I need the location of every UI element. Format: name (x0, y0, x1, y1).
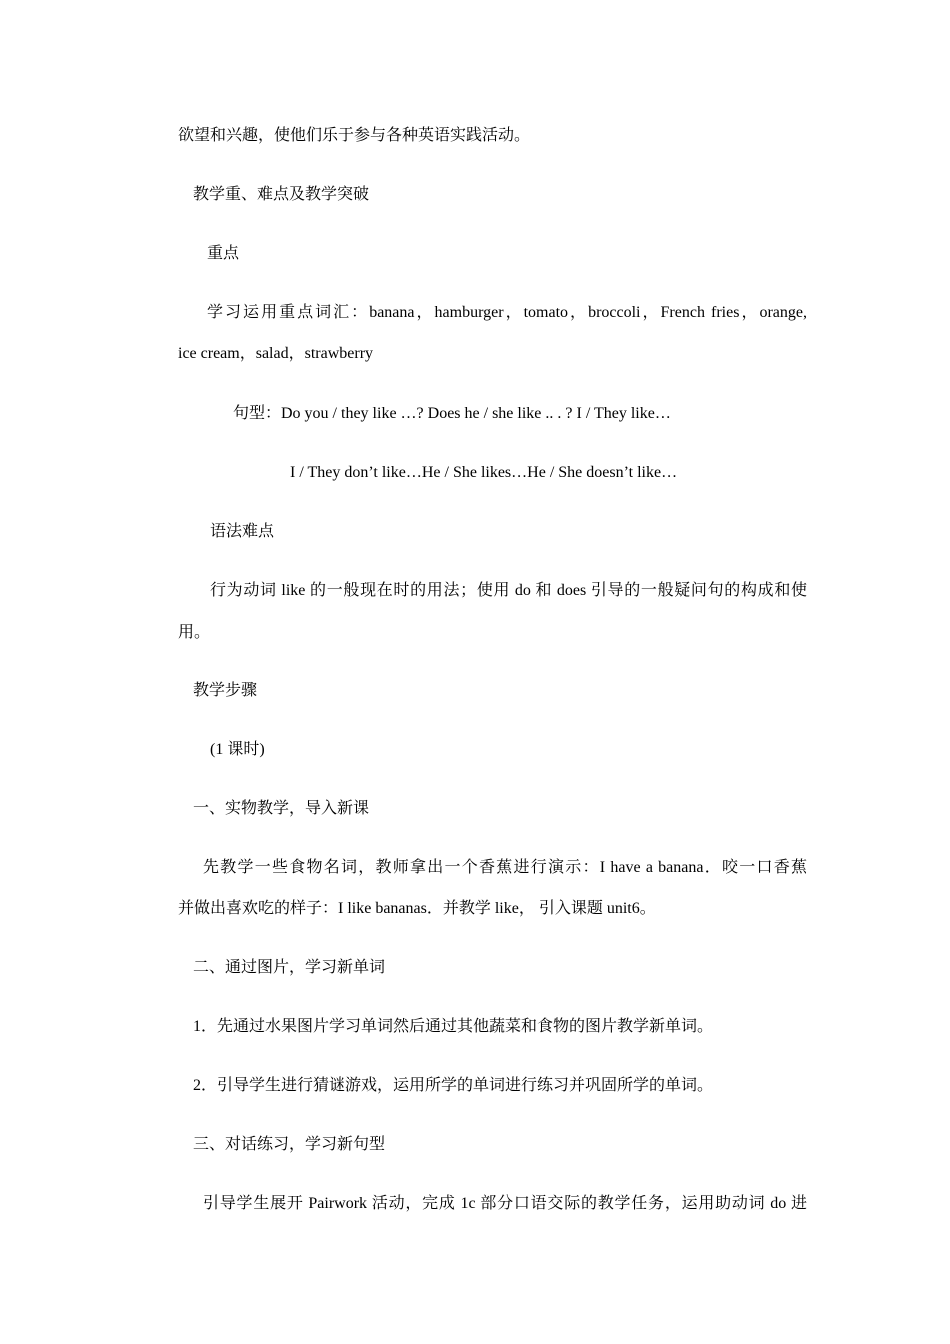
step-heading-2: 二、通过图片，学习新单词 (193, 959, 386, 976)
step-2-item-1: 1．先通过水果图片学习单词然后通过其他蔬菜和食物的图片教学新单词。 (193, 1018, 714, 1035)
step-heading-1: 一、实物教学，导入新课 (193, 800, 370, 817)
lesson-duration: (1 课时) (210, 741, 265, 758)
section-heading-key-points: 教学重、难点及教学突破 (193, 186, 370, 203)
step-1-paragraph-line-2: 并做出喜欢吃的样子：I like bananas．并教学 like， 引入课题 unit6。 (178, 900, 656, 917)
sentence-pattern-line-2: I / They don’t like…He / She likes…He / She doesn’t like… (290, 464, 678, 481)
step-2-item-2: 2．引导学生进行猜谜游戏，运用所学的单词进行练习并巩固所学的单词。 (193, 1077, 714, 1094)
vocabulary-line-1: 学习运用重点词汇：banana，hamburger，tomato，broccoli，French fries，orange, (207, 304, 807, 321)
step-1-paragraph-line-1: 先教学一些食物名词，教师拿出一个香蕉进行演示：I have a banana．咬一口香蕉 (203, 859, 807, 876)
sentence-pattern-line-1: 句型：Do you / they like …? Does he / she like .. . ? I / They like… (233, 405, 671, 422)
subheading-grammar-difficulty: 语法难点 (210, 523, 275, 540)
step-3-paragraph-line-1: 引导学生展开 Pairwork 活动，完成 1c 部分口语交际的教学任务，运用助动词 do 进 (203, 1195, 807, 1212)
vocabulary-line-2: ice cream，salad，strawberry (178, 345, 374, 362)
grammar-paragraph-line-2: 用。 (178, 624, 211, 641)
step-heading-3: 三、对话练习，学习新句型 (193, 1136, 386, 1153)
paragraph-continuation: 欲望和兴趣，使他们乐于参与各种英语实践活动。 (178, 127, 531, 144)
grammar-paragraph-line-1: 行为动词 like 的一般现在时的用法；使用 do 和 does 引导的一般疑问句的构成和使 (210, 582, 807, 599)
subheading-focus: 重点 (207, 245, 240, 262)
section-heading-teaching-steps: 教学步骤 (193, 682, 258, 699)
